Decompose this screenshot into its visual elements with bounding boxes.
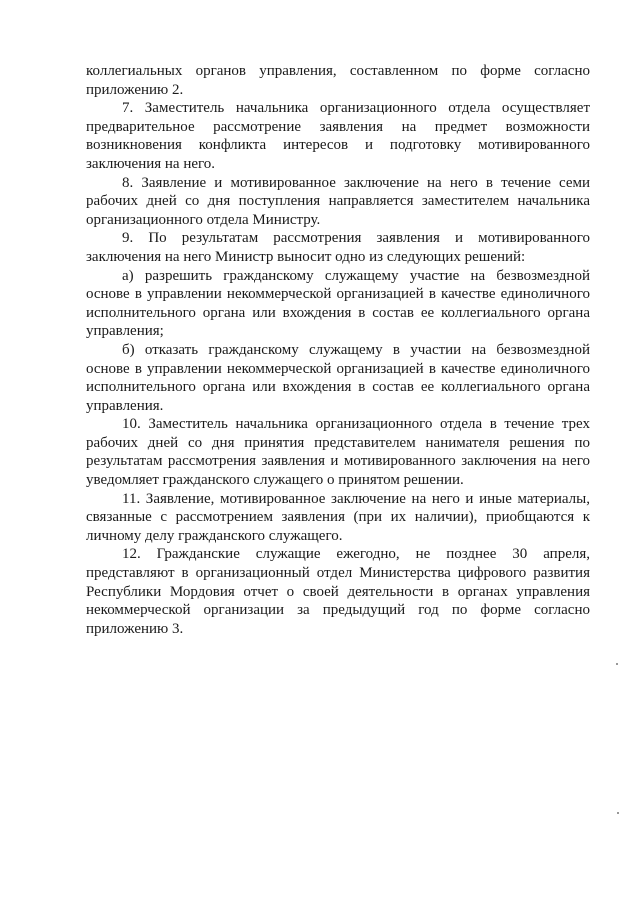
scan-speck xyxy=(617,812,619,814)
document-page xyxy=(86,62,590,638)
scan-speck xyxy=(616,663,618,665)
paragraph-9a: а) разрешить гражданскому служащему участие на безвозмездной основе в управлении некоммерческой организацией в качестве единоличного исполнительного органа или вхождения в состав ее коллегиального органа управления; xyxy=(86,267,590,340)
paragraph-7: 7. Заместитель начальника организационного отдела осуществляет предварительное рассмотрение заявления на предмет возможности возникновения конфликта интересов и подготовку мотивированного заключения на него. xyxy=(86,100,590,172)
paragraph-continuation: коллегиальных органов управления, составленном по форме согласно приложению 2. xyxy=(86,63,590,98)
paragraph-9b: б) отказать гражданскому служащему в участии на безвозмездной основе в управлении некоммерческой организацией в качестве единоличного исполнительного органа или вхождения в состав ее коллегиального органа управления. xyxy=(86,341,590,414)
paragraph-12: 12. Гражданские служащие ежегодно, не позднее 30 апреля, представляют в организационный отдел Министерства цифрового развития Республики Мордовия отчет о своей деятельности в органах управления некоммерческой организации за предыдущий год по форме согласно приложению 3. xyxy=(86,546,590,637)
paragraph-9: 9. По результатам рассмотрения заявления и мотивированного заключения на него Министр выносит одно из следующих решений: xyxy=(86,230,590,265)
paragraph-8: 8. Заявление и мотивированное заключение на него в течение семи рабочих дней со дня поступления направляется заместителем начальника организационного отдела Министру. xyxy=(86,174,590,228)
paragraph-10: 10. Заместитель начальника организационного отдела в течение трех рабочих дней со дня принятия представителем нанимателя решения по результатам рассмотрения заявления и мотивированного заключения на него уведомляет гражданского служащего о принятом решении. xyxy=(86,416,590,489)
paragraph-11: 11. Заявление, мотивированное заключение на него и иные материалы, связанные с рассмотрением заявления (при их наличии), приобщаются к личному делу гражданского служащего. xyxy=(86,490,590,544)
